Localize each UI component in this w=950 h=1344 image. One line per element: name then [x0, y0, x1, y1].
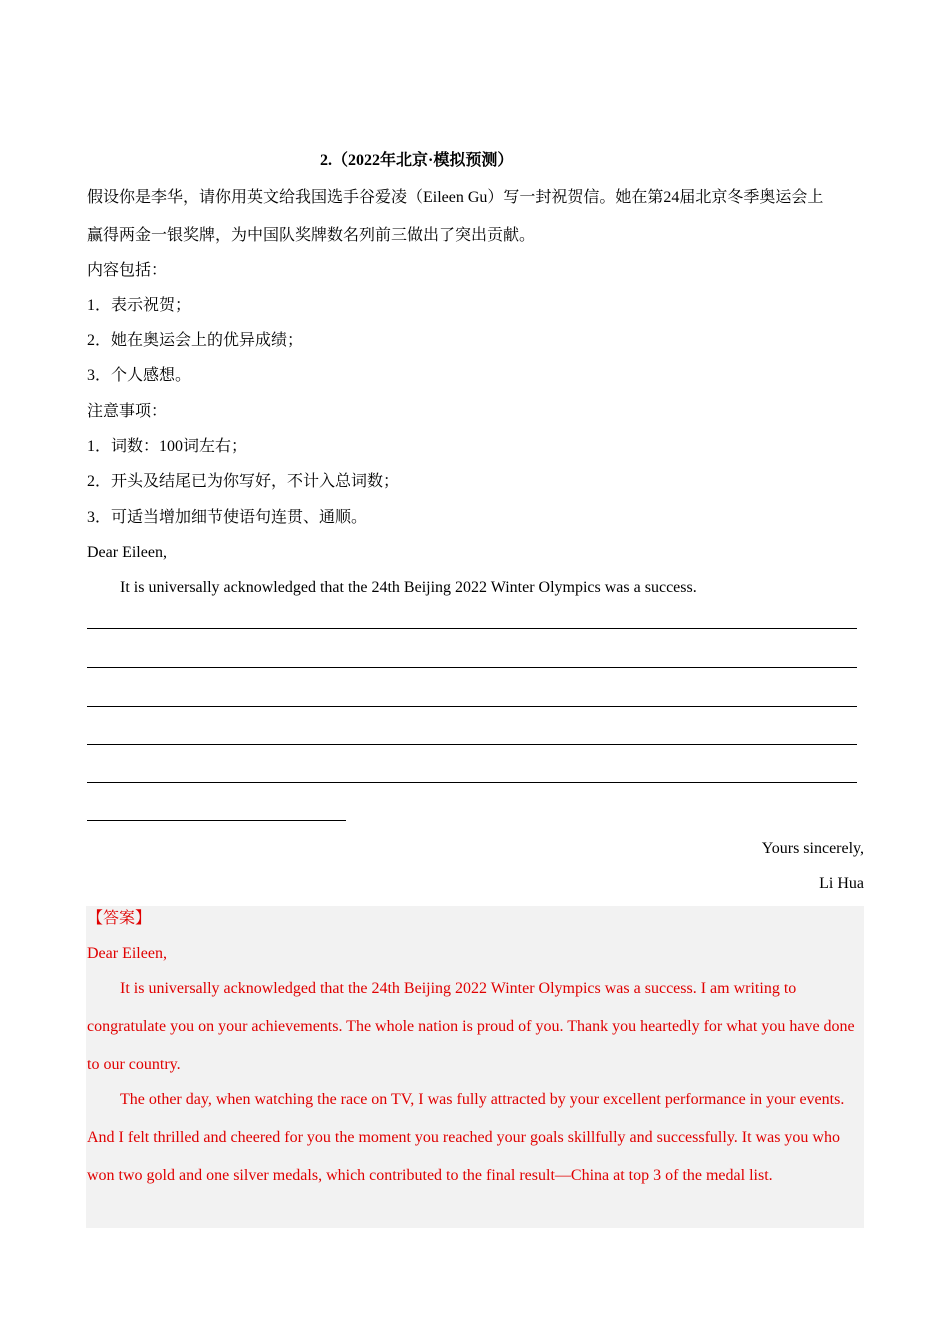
writing-line — [87, 706, 857, 707]
letter-opening: It is universally acknowledged that the 24th Beijing 2022 Winter Olympics was a success. — [120, 579, 697, 596]
answer-paragraph-2: The other day, when watching the race on TV, I was fully attracted by your excellent performance in your events. And I felt thrilled and cheered for you the moment you reached your goals skillfully and successfully. It was you who won two gold and one silver medals, which contributed to the final result—China at top 3 of the medal list. — [87, 1091, 845, 1184]
content-heading: 内容包括： — [87, 262, 168, 279]
content-item-3: 3．个人感想。 — [87, 367, 192, 384]
answer-paragraph-1: It is universally acknowledged that the 24th Beijing 2022 Winter Olympics was a success. I am writing to congratulate you on your achievements. The whole nation is proud of you. Thank you heartedly for what you have done to our country. — [87, 980, 855, 1073]
writing-line — [87, 667, 857, 668]
letter-salutation: Dear Eileen, — [87, 544, 167, 561]
question-title: 2.（2022年北京·模拟预测） — [320, 152, 514, 169]
answer-salutation: Dear Eileen, — [87, 945, 167, 962]
writing-line — [87, 744, 857, 745]
notes-item-1: 1．词数：100词左右； — [87, 438, 248, 455]
writing-line — [87, 782, 857, 783]
content-item-2: 2．她在奥运会上的优异成绩； — [87, 332, 304, 349]
content-item-1: 1．表示祝贺； — [87, 297, 192, 314]
intro-line-1: 假设你是李华，请你用英文给我国选手谷爱凌（Eileen Gu）写一封祝贺信。她在第24届北京冬季奥运会上 — [87, 189, 824, 206]
writing-line-short — [87, 820, 346, 821]
letter-closing: Yours sincerely, — [761, 840, 864, 857]
intro-line-2: 赢得两金一银奖牌，为中国队奖牌数名列前三做出了突出贡献。 — [87, 227, 536, 244]
notes-item-2: 2．开头及结尾已为你写好，不计入总词数； — [87, 473, 400, 490]
answer-label: 【答案】 — [87, 910, 152, 927]
notes-heading: 注意事项： — [87, 403, 168, 420]
writing-line — [87, 628, 857, 629]
letter-signature: Li Hua — [819, 875, 864, 892]
notes-item-3: 3．可适当增加细节使语句连贯、通顺。 — [87, 509, 368, 526]
